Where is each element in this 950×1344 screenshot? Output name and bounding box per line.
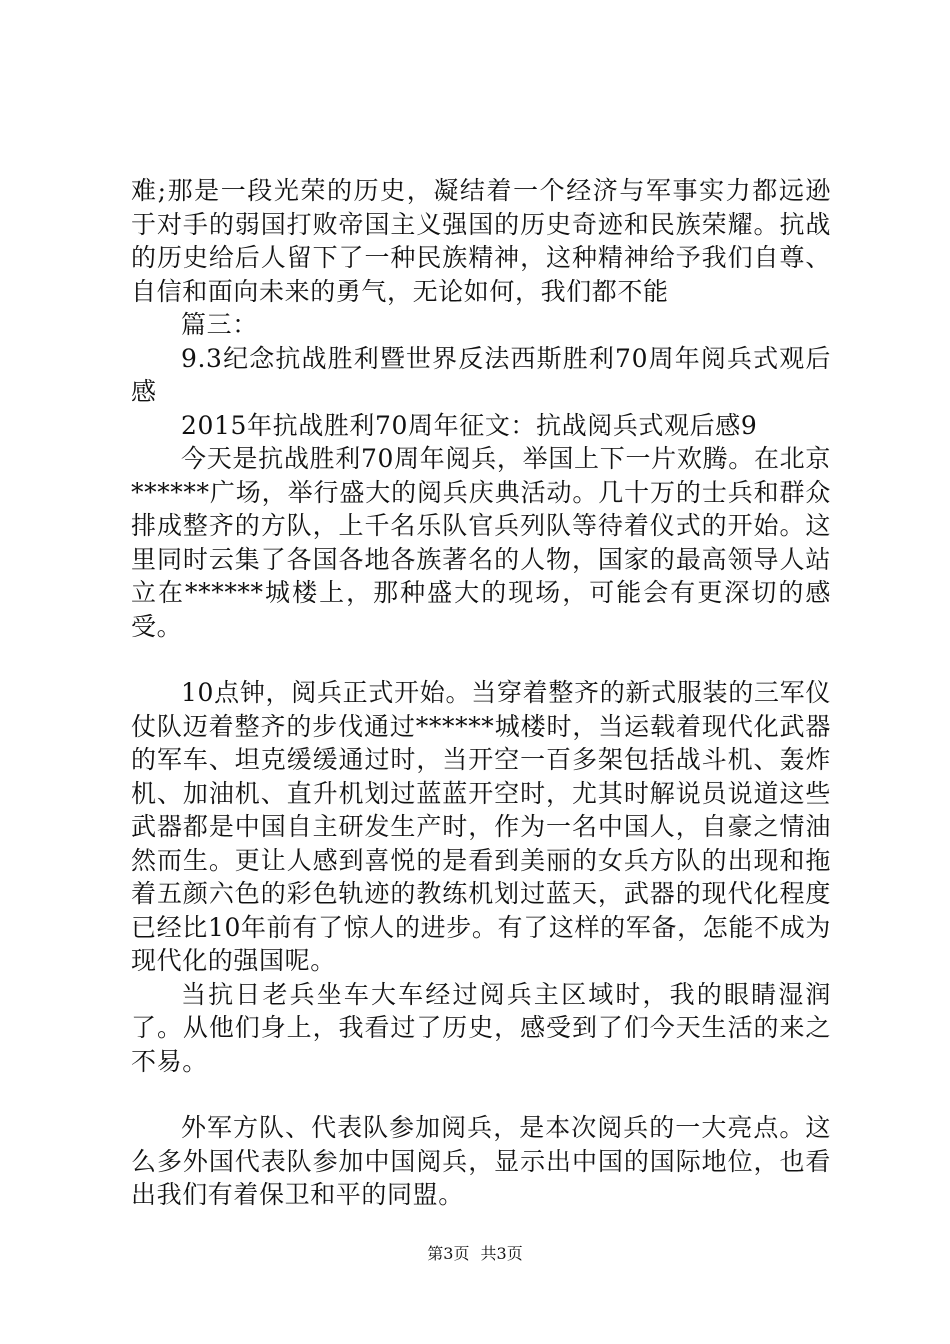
paragraph-foreign-troops: 外军方队、代表队参加阅兵，是本次阅兵的一大亮点。这么多外国代表队参加中国阅兵，显示出中国的国际地位，也看出我们有着保卫和平的同盟。 bbox=[131, 1113, 831, 1209]
page-total: 共3页 bbox=[480, 1244, 523, 1263]
document-body bbox=[131, 174, 831, 1212]
paragraph-veterans: 当抗日老兵坐车大车经过阅兵主区域时，我的眼睛湿润了。从他们身上，我看过了历史，感受到了们今天生活的来之不易。 bbox=[131, 979, 831, 1076]
section-heading: 篇三： bbox=[181, 310, 258, 339]
article-title: 9.3纪念抗战胜利暨世界反法西斯胜利70周年阅兵式观后感 bbox=[131, 343, 831, 406]
paragraph-intro: 今天是抗战胜利70周年阅兵，举国上下一片欢腾。在北京******广场，举行盛大的阅兵庆典活动。几十万的士兵和群众排成整齐的方队，上千名乐队官兵列队等待着仪式的开始。这里同时云集了各国各地各族著名的人物，国家的最高领导人站立在******城楼上，那种盛大的现场，可能会有更深切的感受。 bbox=[131, 444, 831, 641]
page-footer bbox=[0, 1243, 950, 1265]
paragraph-parade-start: 10点钟，阅兵正式开始。当穿着整齐的新式服装的三军仪仗队迈着整齐的步伐通过******城楼时，当运载着现代化武器的军车、坦克缓缓通过时，当开空一百多架包括战斗机、轰炸机、加油机、直升机划过蓝蓝开空时，尤其时解说员说道这些武器都是中国自主研发生产时，作为一名中国人，自豪之情油然而生。更让人感到喜悦的是看到美丽的女兵方队的出现和拖着五颜六色的彩色轨迹的教练机划过蓝天，武器的现代化程度已经比10年前有了惊人的进步。有了这样的军备，怎能不成为现代化的强国呢。 bbox=[131, 678, 831, 975]
article-subtitle: 2015年抗战胜利70周年征文：抗战阅兵式观后感9 bbox=[181, 410, 758, 440]
paragraph-continuation: 难;那是一段光荣的历史，凝结着一个经济与军事实力都远逊于对手的弱国打败帝国主义强国的历史奇迹和民族荣耀。抗战的历史给后人留下了一种民族精神，这种精神给予我们自尊、自信和面向未来的勇气，无论如何，我们都不能 bbox=[131, 176, 831, 306]
page-number: 第3页 bbox=[427, 1244, 470, 1263]
